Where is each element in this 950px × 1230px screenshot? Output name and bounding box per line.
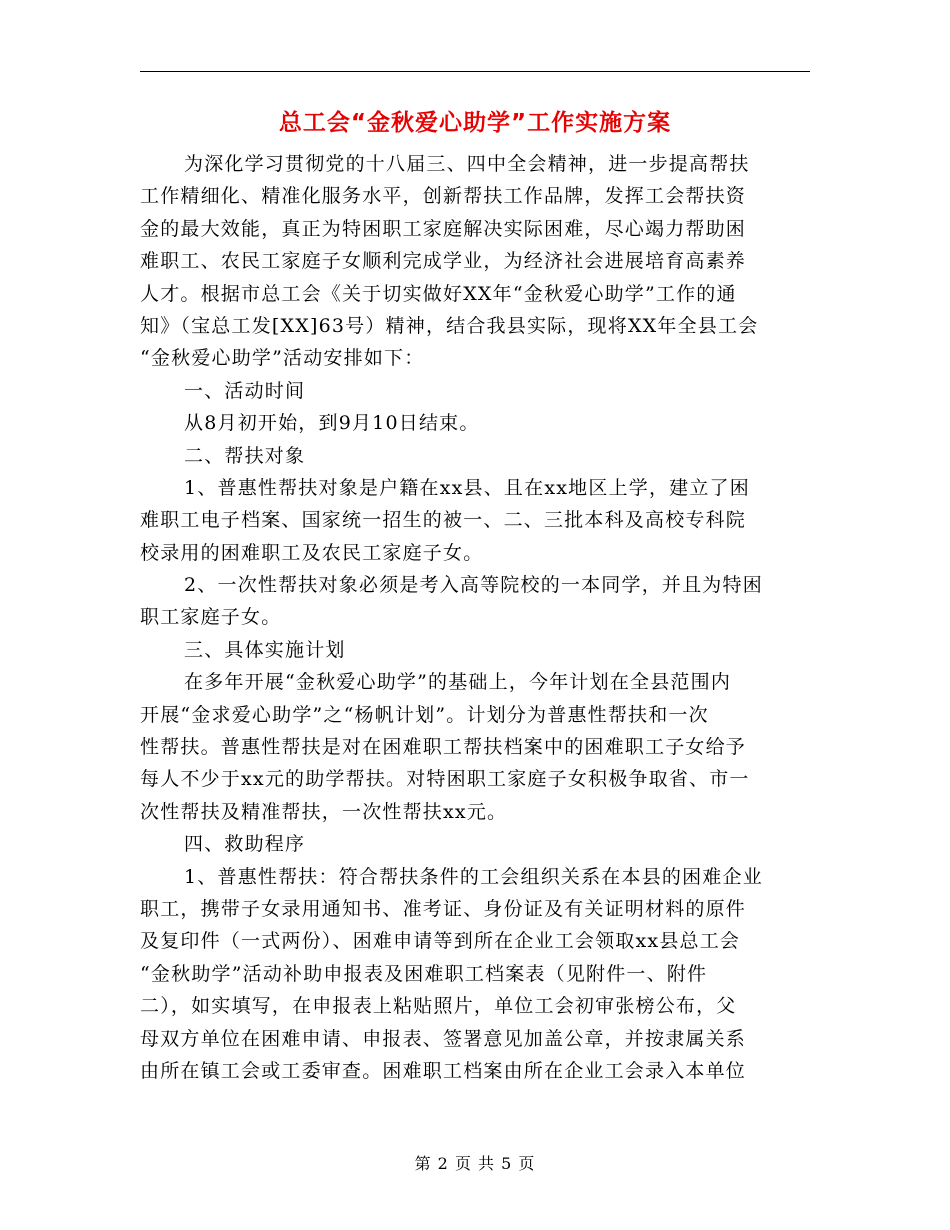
body-line: 二），如实填写，在申报表上粘贴照片，单位工会初审张榜公布，父: [140, 995, 737, 1018]
body-line: 难职工、农民工家庭子女顺利完成学业，为经济社会进展培育高素养: [140, 250, 747, 273]
body-line: 1、普惠性帮扶：符合帮扶条件的工会组织关系在本县的困难企业: [184, 865, 763, 888]
section-heading: 一、活动时间: [184, 379, 306, 402]
body-line: 每人不少于xx元的助学帮扶。对特困职工家庭子女积极争取省、市一: [140, 768, 750, 791]
body-line: 职工，携带子女录用通知书、准考证、身份证及有关证明材料的原件: [140, 897, 747, 920]
section-heading: 二、帮扶对象: [184, 444, 306, 467]
body-line: 难职工电子档案、国家统一招生的被一、二、三批本科及高校专科院: [140, 509, 747, 532]
body-line: 知》（宝总工发[XX]63号）精神，结合我县实际，现将XX年全县工会: [140, 314, 759, 337]
body-line: 母双方单位在困难申请、申报表、签署意见加盖公章，并按隶属关系: [140, 1027, 747, 1050]
body-line: 为深化学习贯彻党的十八届三、四中全会精神，进一步提高帮扶: [184, 153, 750, 175]
body-line: 人才。根据市总工会《关于切实做好XX年“金秋爱心助学”工作的通: [140, 282, 737, 305]
header-rule: [140, 71, 810, 72]
body-line: “金秋助学”活动补助申报表及困难职工档案表（见附件一、附件: [140, 962, 708, 985]
body-line: 职工家庭子女。: [140, 606, 282, 629]
body-line: 性帮扶。普惠性帮扶是对在困难职工帮扶档案中的困难职工子女给予: [140, 736, 747, 759]
body-line: “金秋爱心助学”活动安排如下：: [140, 347, 425, 370]
body-line: 工作精细化、精准化服务水平，创新帮扶工作品牌，发挥工会帮扶资: [140, 185, 747, 208]
body-line: 从8月初开始，到9月10日结束。: [184, 412, 480, 435]
body-line: 1、普惠性帮扶对象是户籍在xx县、且在xx地区上学，建立了困: [184, 476, 750, 499]
document-title: 总工会“金秋爱心助学”工作实施方案: [278, 110, 672, 136]
page-indicator: 第 2 页 共 5 页: [414, 1154, 536, 1173]
body-line: 校录用的困难职工及农民工家庭子女。: [140, 541, 484, 564]
section-heading: 四、救助程序: [184, 833, 306, 856]
section-heading: 三、具体实施计划: [184, 638, 346, 661]
body-line: 开展“金求爱心助学”之“杨帆计划”。计划分为普惠性帮扶和一次: [140, 703, 709, 726]
body-line: 金的最大效能，真正为特困职工家庭解决实际困难，尽心竭力帮助困: [140, 217, 747, 240]
body-line: 及复印件（一式两份）、困难申请等到所在企业工会领取xx县总工会: [140, 930, 741, 953]
document-body: [140, 148, 812, 1087]
body-line: 由所在镇工会或工委审查。困难职工档案由所在企业工会录入本单位: [140, 1059, 747, 1082]
body-line: 次性帮扶及精准帮扶，一次性帮扶xx元。: [140, 800, 508, 823]
body-line: 在多年开展“金秋爱心助学”的基础上，今年计划在全县范围内: [184, 671, 732, 694]
body-line: 2、一次性帮扶对象必须是考入高等院校的一本同学，并且为特困: [184, 574, 763, 597]
